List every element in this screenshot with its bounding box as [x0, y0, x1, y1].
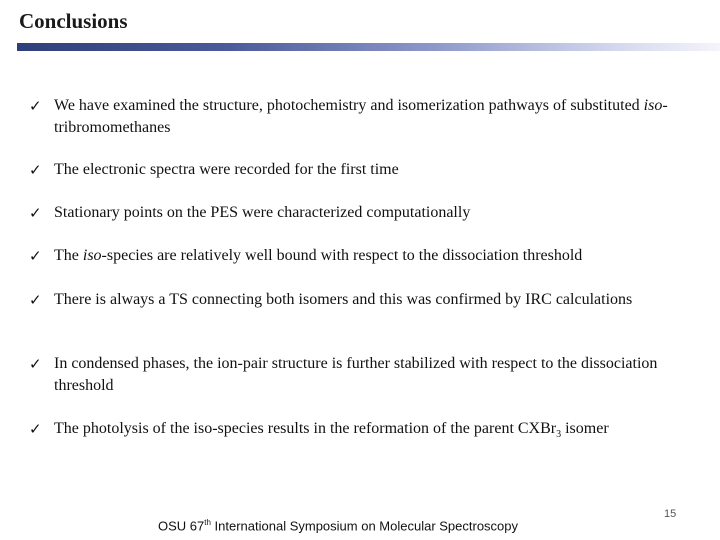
- bullet-text: In condensed phases, the ion-pair structure is further stabilized with respect to the dissociation threshold: [54, 355, 658, 394]
- check-icon: ✓: [29, 204, 42, 222]
- check-icon: ✓: [29, 247, 42, 265]
- bullet-3: [29, 202, 470, 224]
- conclusions-list: [29, 95, 709, 441]
- footer-conference: [158, 518, 518, 533]
- bullet-2: [29, 159, 399, 181]
- bullet-4: [29, 245, 582, 267]
- bullet-1: [29, 95, 709, 139]
- page-number: 15: [664, 508, 677, 520]
- check-icon: ✓: [29, 291, 42, 309]
- bullet-text: The electronic spectra were recorded for the first time: [54, 161, 399, 178]
- bullet-text: Stationary points on the PES were characterized computationally: [54, 204, 471, 221]
- bullet-6: [29, 353, 709, 397]
- bullet-5: [29, 289, 632, 311]
- bullet-text: The iso-species are relatively well bound with respect to the dissociation threshold: [54, 247, 583, 264]
- bullet-text: There is always a TS connecting both isomers and this was confirmed by IRC calculations: [54, 291, 633, 308]
- bullet-7: [29, 418, 609, 446]
- check-icon: ✓: [29, 161, 42, 179]
- check-icon: ✓: [29, 420, 42, 438]
- check-icon: ✓: [29, 355, 42, 373]
- check-icon: ✓: [29, 97, 42, 115]
- footer-post: International Symposium on Molecular Spectroscopy: [210, 518, 519, 534]
- bullet-text: We have examined the structure, photochemistry and isomerization pathways of substituted iso-tribromomethanes: [54, 97, 668, 136]
- footer-sup: th: [204, 518, 211, 527]
- bullet-text: The photolysis of the iso-species results in the reformation of the parent CXBr$_3$ isomer: [54, 420, 609, 441]
- title-underline-bar: [17, 43, 720, 51]
- footer-pre: OSU 67: [158, 518, 205, 534]
- slide-title: Conclusions: [19, 9, 128, 33]
